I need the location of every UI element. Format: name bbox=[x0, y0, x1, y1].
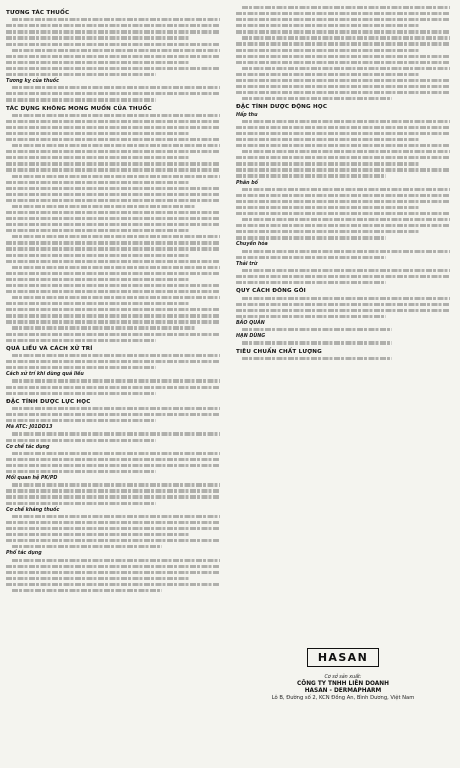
text-line bbox=[6, 187, 220, 190]
text-line bbox=[236, 61, 450, 64]
company-line: CÔNG TY TNHH LIÊN DOANH bbox=[297, 681, 389, 688]
text-line bbox=[6, 502, 156, 505]
text-line bbox=[6, 241, 220, 244]
company-name: HASAN - DERMAPHARM bbox=[304, 688, 382, 695]
text-line bbox=[242, 150, 450, 153]
text-line bbox=[242, 218, 450, 221]
text-line bbox=[6, 521, 220, 524]
section-body bbox=[236, 357, 450, 360]
section-heading: Mối quan hệ PK/PD bbox=[6, 476, 58, 482]
section-heading: QUÁ LIỀU VÀ CÁCH XỬ TRÍ bbox=[6, 345, 93, 352]
text-line bbox=[6, 24, 220, 27]
text-line bbox=[6, 30, 220, 33]
text-line bbox=[6, 223, 220, 226]
text-line bbox=[12, 114, 220, 117]
hasan-logo: HASAN bbox=[307, 648, 379, 667]
text-line bbox=[6, 565, 220, 568]
text-line bbox=[12, 432, 220, 435]
text-line bbox=[6, 284, 220, 287]
text-line bbox=[236, 256, 386, 259]
text-line bbox=[6, 43, 220, 46]
text-line bbox=[6, 339, 156, 342]
text-line bbox=[6, 333, 220, 336]
text-line bbox=[242, 250, 450, 253]
text-line bbox=[6, 138, 220, 141]
text-line bbox=[236, 275, 450, 278]
text-line bbox=[6, 73, 156, 76]
text-line bbox=[12, 559, 220, 562]
text-line bbox=[6, 308, 220, 311]
text-line bbox=[6, 489, 220, 492]
text-line bbox=[6, 92, 220, 95]
text-line bbox=[6, 229, 190, 232]
text-line bbox=[6, 539, 220, 542]
text-line bbox=[12, 407, 220, 410]
text-line bbox=[236, 144, 450, 147]
text-line bbox=[12, 49, 220, 52]
text-line bbox=[6, 211, 220, 214]
text-line bbox=[6, 36, 190, 39]
text-line bbox=[236, 212, 450, 215]
text-line bbox=[242, 36, 450, 39]
text-line bbox=[6, 272, 220, 275]
section-body bbox=[6, 379, 220, 394]
section-heading: Cơ chế tác dụng bbox=[6, 444, 50, 450]
text-line bbox=[236, 194, 450, 197]
text-line bbox=[236, 281, 386, 284]
text-line bbox=[12, 175, 220, 178]
section-heading: Hấp thu bbox=[236, 112, 258, 118]
section-heading: BẢO QUẢN bbox=[236, 320, 265, 326]
text-line bbox=[12, 18, 220, 21]
text-line bbox=[12, 483, 220, 486]
section-heading: Mã ATC: J01DD13 bbox=[6, 425, 53, 431]
section-heading: ĐẶC TÍNH DƯỢC ĐỘNG HỌC bbox=[236, 104, 328, 111]
text-line bbox=[6, 360, 220, 363]
section-heading: Cách xử trí khi dùng quá liều bbox=[6, 372, 84, 378]
text-line bbox=[6, 392, 156, 395]
section-body bbox=[236, 341, 450, 344]
text-line bbox=[6, 168, 220, 171]
text-line bbox=[236, 224, 450, 227]
text-line bbox=[6, 61, 190, 64]
section-body bbox=[6, 515, 220, 549]
text-line bbox=[12, 379, 220, 382]
text-line bbox=[6, 193, 220, 196]
text-line bbox=[236, 49, 420, 52]
text-line bbox=[12, 515, 220, 518]
section-body bbox=[236, 250, 450, 259]
text-line bbox=[6, 571, 220, 574]
text-line bbox=[236, 18, 450, 21]
text-line bbox=[236, 174, 386, 177]
text-line bbox=[6, 126, 220, 129]
text-line bbox=[12, 205, 196, 208]
text-line bbox=[236, 230, 420, 233]
section-heading: Tương kỵ của thuốc bbox=[6, 78, 59, 84]
text-line bbox=[6, 320, 220, 323]
text-line bbox=[6, 150, 220, 153]
section-body bbox=[236, 188, 450, 240]
text-line bbox=[6, 260, 220, 263]
section-body bbox=[6, 432, 220, 441]
text-line bbox=[6, 181, 190, 184]
text-line bbox=[6, 527, 220, 530]
section-body bbox=[6, 354, 220, 369]
text-line bbox=[6, 413, 220, 416]
text-line bbox=[236, 156, 450, 159]
text-line bbox=[236, 79, 450, 82]
text-line bbox=[6, 302, 190, 305]
text-line bbox=[236, 30, 450, 33]
text-line bbox=[242, 297, 450, 300]
text-line bbox=[236, 132, 450, 135]
text-line bbox=[12, 235, 220, 238]
text-line bbox=[6, 217, 220, 220]
text-line bbox=[6, 366, 156, 369]
text-line bbox=[6, 583, 220, 586]
section-body bbox=[236, 120, 450, 178]
section-heading: ĐẶC TÍNH DƯỢC LỰC HỌC bbox=[6, 398, 91, 405]
text-line bbox=[6, 278, 190, 281]
text-line bbox=[6, 419, 156, 422]
section-body bbox=[236, 6, 450, 100]
text-line bbox=[236, 309, 450, 312]
text-line bbox=[236, 206, 420, 209]
text-line bbox=[6, 458, 220, 461]
section-heading: Cơ chế kháng thuốc bbox=[6, 507, 60, 513]
section-heading: Chuyển hóa bbox=[236, 242, 268, 248]
text-line bbox=[236, 162, 420, 165]
text-line bbox=[236, 303, 450, 306]
text-line bbox=[12, 296, 220, 299]
text-line bbox=[236, 236, 386, 239]
text-line bbox=[236, 85, 450, 88]
text-line bbox=[6, 162, 220, 165]
text-line bbox=[6, 314, 220, 317]
text-line bbox=[236, 168, 450, 171]
text-line bbox=[12, 452, 220, 455]
section-heading: TIÊU CHUẨN CHẤT LƯỢNG bbox=[236, 348, 322, 355]
text-line bbox=[12, 266, 220, 269]
section-body bbox=[6, 483, 220, 504]
text-line bbox=[6, 120, 220, 123]
section-heading: Phân bố bbox=[236, 180, 258, 186]
text-line bbox=[236, 126, 450, 129]
text-line bbox=[242, 188, 450, 191]
right-column bbox=[236, 6, 450, 363]
text-line bbox=[6, 439, 156, 442]
section-heading: Thải trừ bbox=[236, 261, 258, 267]
text-line bbox=[12, 354, 220, 357]
text-line bbox=[6, 470, 156, 473]
text-line bbox=[236, 12, 450, 15]
text-line bbox=[236, 42, 450, 45]
left-column bbox=[6, 6, 220, 595]
text-line bbox=[236, 24, 420, 27]
section-body bbox=[6, 86, 220, 101]
text-line bbox=[6, 247, 220, 250]
text-line bbox=[236, 315, 386, 318]
text-line bbox=[12, 326, 196, 329]
text-line bbox=[236, 73, 420, 76]
text-line bbox=[236, 138, 420, 141]
section-body bbox=[6, 559, 220, 593]
section-body bbox=[236, 269, 450, 284]
section-heading: Phổ tác dụng bbox=[6, 551, 42, 557]
text-line bbox=[242, 357, 392, 360]
text-line bbox=[12, 589, 162, 592]
section-heading: HẠN DÙNG bbox=[236, 334, 266, 340]
text-line bbox=[6, 290, 220, 293]
section-body bbox=[236, 328, 450, 331]
text-line bbox=[242, 341, 392, 344]
text-line bbox=[6, 495, 220, 498]
text-line bbox=[242, 269, 450, 272]
section-heading: TÁC DỤNG KHÔNG MONG MUỐN CỦA THUỐC bbox=[6, 105, 152, 112]
text-line bbox=[6, 156, 190, 159]
text-line bbox=[242, 120, 450, 123]
text-line bbox=[12, 144, 220, 147]
section-heading: TƯƠNG TÁC THUỐC bbox=[6, 10, 70, 16]
text-line bbox=[6, 98, 156, 101]
text-line bbox=[6, 55, 220, 58]
section-heading: QUY CÁCH ĐÓNG GÓI bbox=[236, 288, 306, 295]
text-line bbox=[12, 545, 162, 548]
text-line bbox=[6, 254, 190, 257]
text-line bbox=[6, 533, 190, 536]
manufacturer-footer bbox=[236, 646, 450, 702]
section-body bbox=[6, 452, 220, 473]
text-line bbox=[236, 55, 450, 58]
section-body bbox=[6, 114, 220, 342]
text-line bbox=[6, 199, 220, 202]
text-line bbox=[242, 328, 392, 331]
text-line bbox=[236, 200, 450, 203]
text-line bbox=[6, 67, 220, 70]
text-line bbox=[6, 464, 220, 467]
section-body bbox=[236, 297, 450, 318]
text-line bbox=[12, 86, 220, 89]
company-address: Lô B, Đường số 2, KCN Đồng An, Bình Dương, Việt Nam bbox=[271, 695, 415, 702]
section-body bbox=[6, 18, 220, 76]
text-line bbox=[242, 6, 450, 9]
text-line bbox=[242, 97, 392, 100]
text-line bbox=[6, 386, 220, 389]
section-body bbox=[6, 407, 220, 422]
manufacturer-label: Cơ sở sản xuất: bbox=[324, 675, 362, 680]
text-line bbox=[6, 577, 190, 580]
text-line bbox=[236, 91, 450, 94]
text-line bbox=[242, 67, 450, 70]
text-line bbox=[6, 132, 190, 135]
